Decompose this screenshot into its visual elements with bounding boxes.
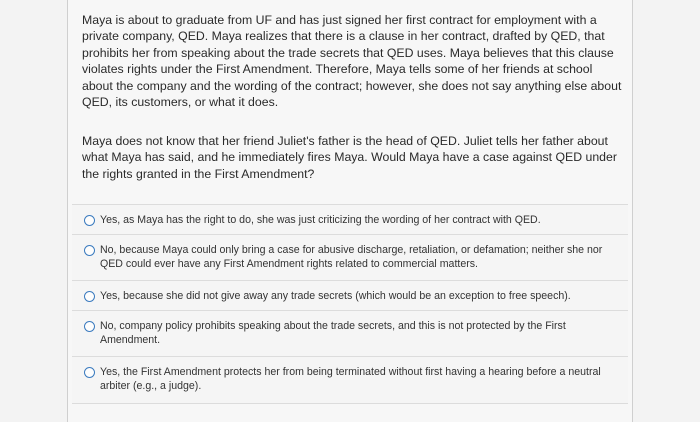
question-paragraph-1: Maya is about to graduate from UF and has just signed her first contract for employment with a private company, QED. Maya realizes that there is a clause in her contract, drafted by QED, that prohibits her from speaking about the trade secrets that QED uses. Maya believes that this clause violates rights under the First Amendment. Therefore, Maya tells some of her friends at school about the company and the wording of the contract; however, she does not say anything else about QED, its customers, or what it does. xyxy=(82,13,622,110)
answer-option-2[interactable] xyxy=(72,234,628,280)
question-paragraph-2: Maya does not know that her friend Juliet's father is the head of QED. Juliet tells her father about what Maya has said, and he immediately fires Maya. Would Maya have a case against QED under the rights granted in the First Amendment? xyxy=(82,134,617,181)
answer-option-1[interactable] xyxy=(72,204,628,234)
answer-option-4[interactable] xyxy=(72,310,628,356)
radio-button-icon[interactable] xyxy=(84,291,95,302)
answer-options xyxy=(72,204,628,404)
radio-button-icon[interactable] xyxy=(84,245,95,256)
answer-option-label: Yes, because she did not give away any trade secrets (which would be an exception to free speech). xyxy=(100,290,571,302)
radio-button-icon[interactable] xyxy=(84,321,95,332)
answer-option-3[interactable] xyxy=(72,280,628,310)
answer-option-5[interactable] xyxy=(72,356,628,404)
answer-option-label: Yes, the First Amendment protects her from being terminated without first having a hearing before a neutral arbiter (e.g., a judge). xyxy=(100,366,601,392)
answer-option-label: Yes, as Maya has the right to do, she was just criticizing the wording of her contract with QED. xyxy=(100,214,541,226)
answer-option-label: No, company policy prohibits speaking about the trade secrets, and this is not protected by the First Amendment. xyxy=(100,320,566,346)
radio-button-icon[interactable] xyxy=(84,215,95,226)
question-card xyxy=(67,0,633,422)
answer-option-label: No, because Maya could only bring a case for abusive discharge, retaliation, or defamation; neither she nor QED could ever have any First Amendment rights related to commercial matters. xyxy=(100,244,603,270)
radio-button-icon[interactable] xyxy=(84,367,95,378)
